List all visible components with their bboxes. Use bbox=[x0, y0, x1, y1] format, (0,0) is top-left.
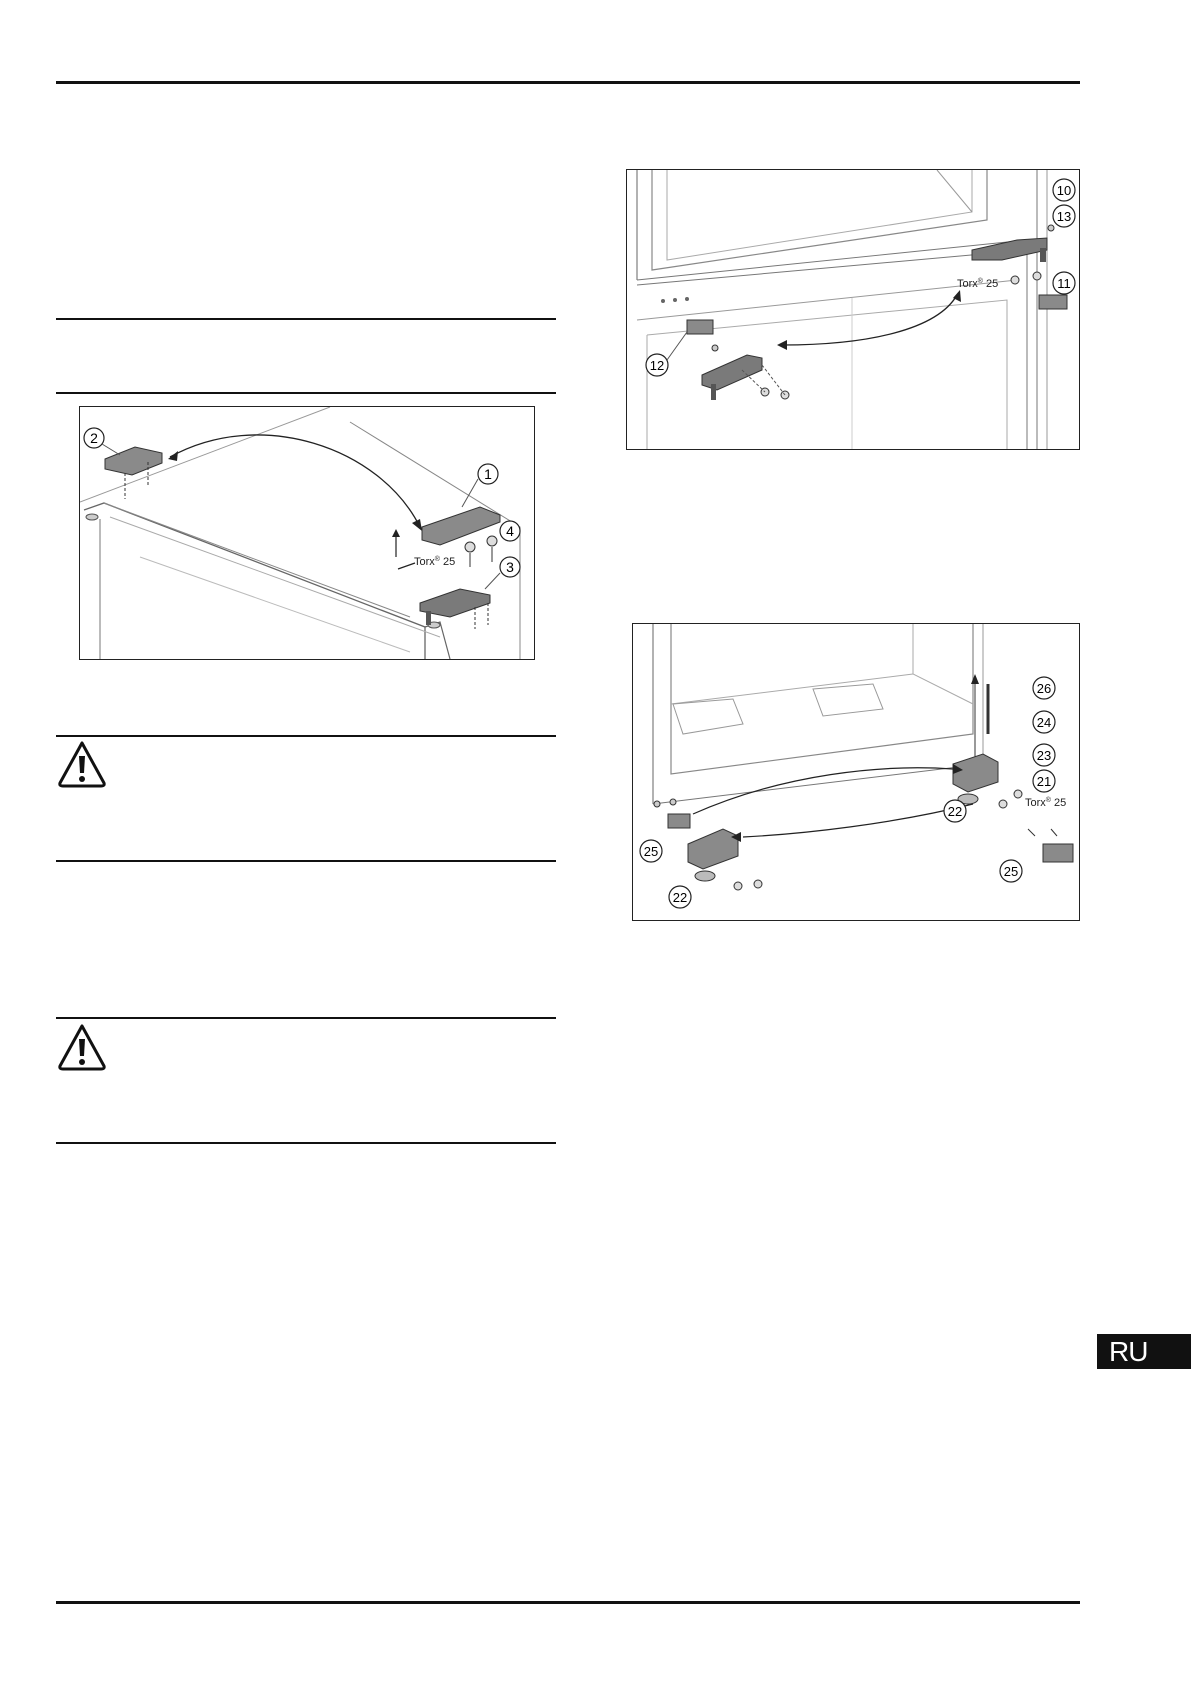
torx-label: Torx® 25 bbox=[1025, 797, 1067, 809]
bottom-hinge-figure bbox=[632, 623, 1080, 921]
warning-rule-top bbox=[56, 1017, 556, 1019]
footer-rule bbox=[56, 1601, 1080, 1604]
callout-4-label: 4 bbox=[506, 523, 514, 539]
callout-1-label: 1 bbox=[484, 466, 492, 482]
callout-3-label: 3 bbox=[506, 559, 514, 575]
callout-25-label: 25 bbox=[643, 844, 659, 859]
torx-label: Torx® 25 bbox=[414, 556, 456, 568]
warning-triangle-icon bbox=[56, 1022, 108, 1072]
warning-rule-bottom bbox=[56, 860, 556, 862]
callout-22-label: 22 bbox=[947, 804, 963, 819]
callout-3 bbox=[485, 557, 520, 589]
callout-10-label: 10 bbox=[1056, 183, 1072, 198]
callout-1 bbox=[462, 464, 498, 507]
warning-rule-bottom bbox=[56, 1142, 556, 1144]
torx-label: Torx® 25 bbox=[957, 278, 999, 290]
callout-22-label: 22 bbox=[672, 890, 688, 905]
callout-13-label: 13 bbox=[1056, 209, 1072, 224]
callout-24-label: 24 bbox=[1036, 715, 1052, 730]
warning-triangle-icon bbox=[56, 739, 108, 789]
language-badge: RU bbox=[1097, 1334, 1191, 1369]
callout-26-label: 26 bbox=[1036, 681, 1052, 696]
callout-25-label: 25 bbox=[1003, 864, 1019, 879]
callout-21-label: 21 bbox=[1036, 774, 1052, 789]
header-rule bbox=[56, 81, 1080, 84]
callout-12-label: 12 bbox=[649, 358, 665, 373]
section-rule bbox=[56, 318, 556, 320]
middle-hinge-figure bbox=[626, 169, 1080, 450]
section-rule bbox=[56, 392, 556, 394]
callout-2-label: 2 bbox=[90, 430, 98, 446]
callout-23-label: 23 bbox=[1036, 748, 1052, 763]
warning-rule-top bbox=[56, 735, 556, 737]
top-hinge-figure bbox=[79, 406, 535, 660]
callout-11-label: 11 bbox=[1057, 276, 1071, 291]
